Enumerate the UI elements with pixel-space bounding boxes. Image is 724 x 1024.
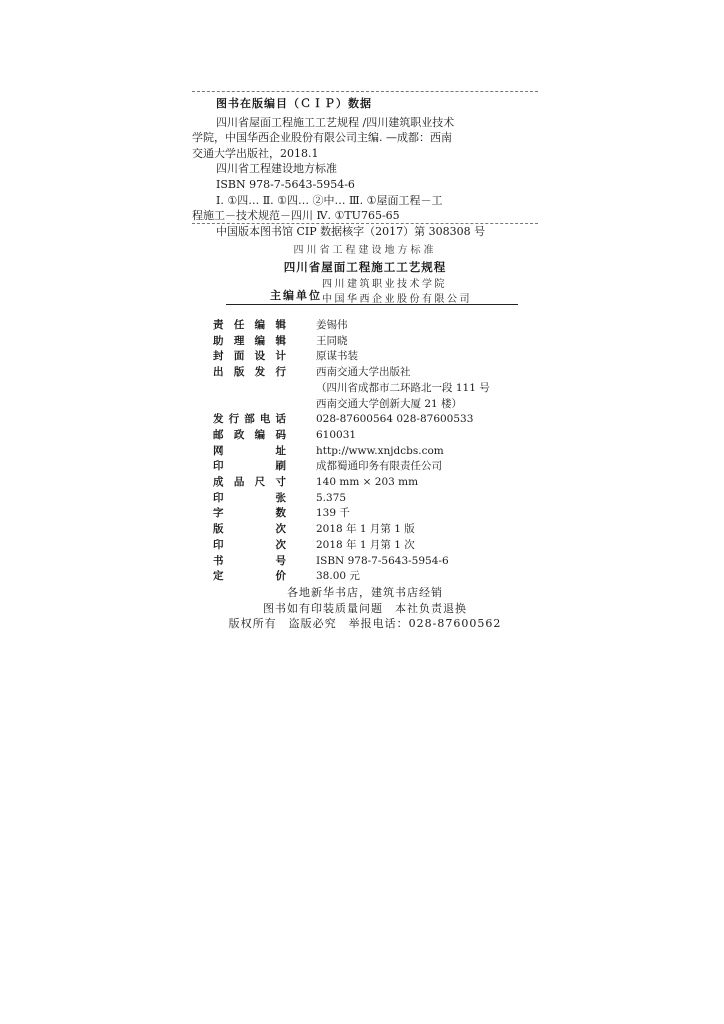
cip-bottom-divider	[192, 223, 538, 224]
info-label-text: 印 次	[213, 538, 286, 551]
info-label-text: 字 数	[213, 507, 286, 520]
info-value: 成都蜀通印务有限责任公司	[316, 460, 442, 473]
info-row	[213, 538, 490, 554]
cip-block	[192, 96, 538, 239]
title-rule	[226, 304, 518, 305]
info-label	[213, 522, 286, 538]
info-label-text: 封 面 设 计	[213, 350, 286, 363]
info-label-text: 印 张	[213, 491, 286, 504]
info-label	[213, 506, 286, 522]
info-label	[213, 349, 286, 365]
info-label	[213, 318, 286, 334]
cip-line: 交通大学出版社，2018.1	[192, 146, 319, 160]
editor-label: 主编单位	[270, 289, 322, 302]
info-value: 2018 年 1 月第 1 次	[316, 538, 415, 551]
series-title: 四川省工程建设地方标准	[293, 245, 437, 256]
info-label	[213, 491, 286, 507]
info-label	[213, 459, 286, 475]
cip-line: ISBN 978-7-5643-5954-6	[216, 177, 355, 191]
info-row	[213, 397, 490, 413]
info-row	[213, 506, 490, 522]
info-row	[213, 365, 490, 381]
info-row	[213, 491, 490, 507]
info-row	[213, 569, 490, 585]
info-row	[213, 522, 490, 538]
info-value: 西南交通大学创新大厦 21 楼）	[316, 397, 463, 410]
info-value: 139 千	[316, 507, 350, 520]
info-value: ISBN 978-7-5643-5954-6	[316, 554, 449, 567]
info-row	[213, 459, 490, 475]
cip-lines	[192, 115, 538, 240]
footer-notes	[192, 585, 538, 632]
info-label-text: 责 任 编 辑	[213, 319, 286, 331]
info-row	[213, 554, 490, 570]
info-row	[213, 412, 490, 428]
info-label	[213, 554, 286, 570]
info-value: 姜锡伟	[316, 319, 348, 331]
cip-line: 四川省工程建设地方标准	[216, 162, 337, 176]
info-row	[213, 334, 490, 350]
cip-line: Ⅰ. ①四… Ⅱ. ①四… ②中… Ⅲ. ①屋面工程－工	[216, 193, 443, 207]
cip-heading: 图书在版编目（ＣＩＰ）数据	[216, 97, 372, 110]
info-label	[213, 397, 286, 413]
editor-unit: 中国华西企业股份有限公司	[322, 294, 472, 305]
info-label	[213, 444, 286, 460]
info-value: 610031	[316, 428, 357, 441]
cip-line: 四川省屋面工程施工工艺规程 /四川建筑职业技术	[216, 115, 455, 129]
info-value: 5.375	[316, 491, 347, 504]
cip-top-divider	[192, 91, 538, 92]
info-label-text: 邮 政 编 码	[213, 428, 286, 441]
info-value: 38.00 元	[316, 570, 360, 583]
info-row	[213, 444, 490, 460]
info-value: 原谋书装	[316, 350, 358, 363]
editor-unit: 四川建筑职业技术学院	[322, 279, 447, 290]
info-label	[213, 475, 286, 491]
editor-units	[322, 277, 472, 307]
info-value: 王同晓	[316, 334, 348, 347]
info-label-text: 成 品 尺 寸	[213, 476, 286, 489]
footer-line: 各地新华书店，建筑书店经销	[287, 586, 443, 599]
cip-line: 学院，中国华西企业股份有限公司主编. —成都：西南	[192, 131, 452, 145]
info-value: 140 mm × 203 mm	[316, 476, 419, 489]
info-label	[213, 538, 286, 554]
info-value: 西南交通大学出版社	[316, 366, 411, 379]
info-label-text: 出 版 发 行	[213, 366, 286, 379]
info-label	[213, 569, 286, 585]
info-value: http://www.xnjdcbs.com	[316, 444, 444, 457]
footer-line: 图书如有印装质量问题 本社负责退换	[263, 601, 467, 615]
cip-line: 中国版本图书馆 CIP 数据核字（2017）第 308308 号	[216, 224, 486, 238]
info-label-text: 定 价	[213, 570, 286, 583]
info-label-text: 网 址	[213, 444, 286, 457]
info-label	[213, 381, 286, 397]
info-label-text: 书 号	[213, 554, 286, 567]
info-label	[213, 334, 286, 350]
publication-info-table	[213, 318, 490, 585]
cip-line: 程施工－技术规范－四川 Ⅳ. ①TU765-65	[192, 209, 400, 223]
info-label-text: 版 次	[213, 523, 286, 536]
info-label-text: 助 理 编 辑	[213, 334, 286, 347]
info-label	[213, 365, 286, 381]
info-row	[213, 428, 490, 444]
info-label	[213, 412, 286, 428]
info-row	[213, 381, 490, 397]
info-row	[213, 475, 490, 491]
info-value: 028-87600564 028-87600533	[316, 413, 474, 426]
info-row	[213, 349, 490, 365]
info-label-text: 发 行 部 电 话	[213, 413, 286, 426]
info-label	[213, 428, 286, 444]
book-title: 四川省屋面工程施工工艺规程	[283, 260, 447, 274]
info-row	[213, 318, 490, 334]
info-value: （四川省成都市二环路北一段 111 号	[316, 381, 490, 394]
info-value: 2018 年 1 月第 1 版	[316, 523, 415, 536]
footer-line: 版权所有 盗版必究 举报电话：028-87600562	[228, 617, 502, 631]
info-label-text: 印 刷	[213, 460, 286, 473]
